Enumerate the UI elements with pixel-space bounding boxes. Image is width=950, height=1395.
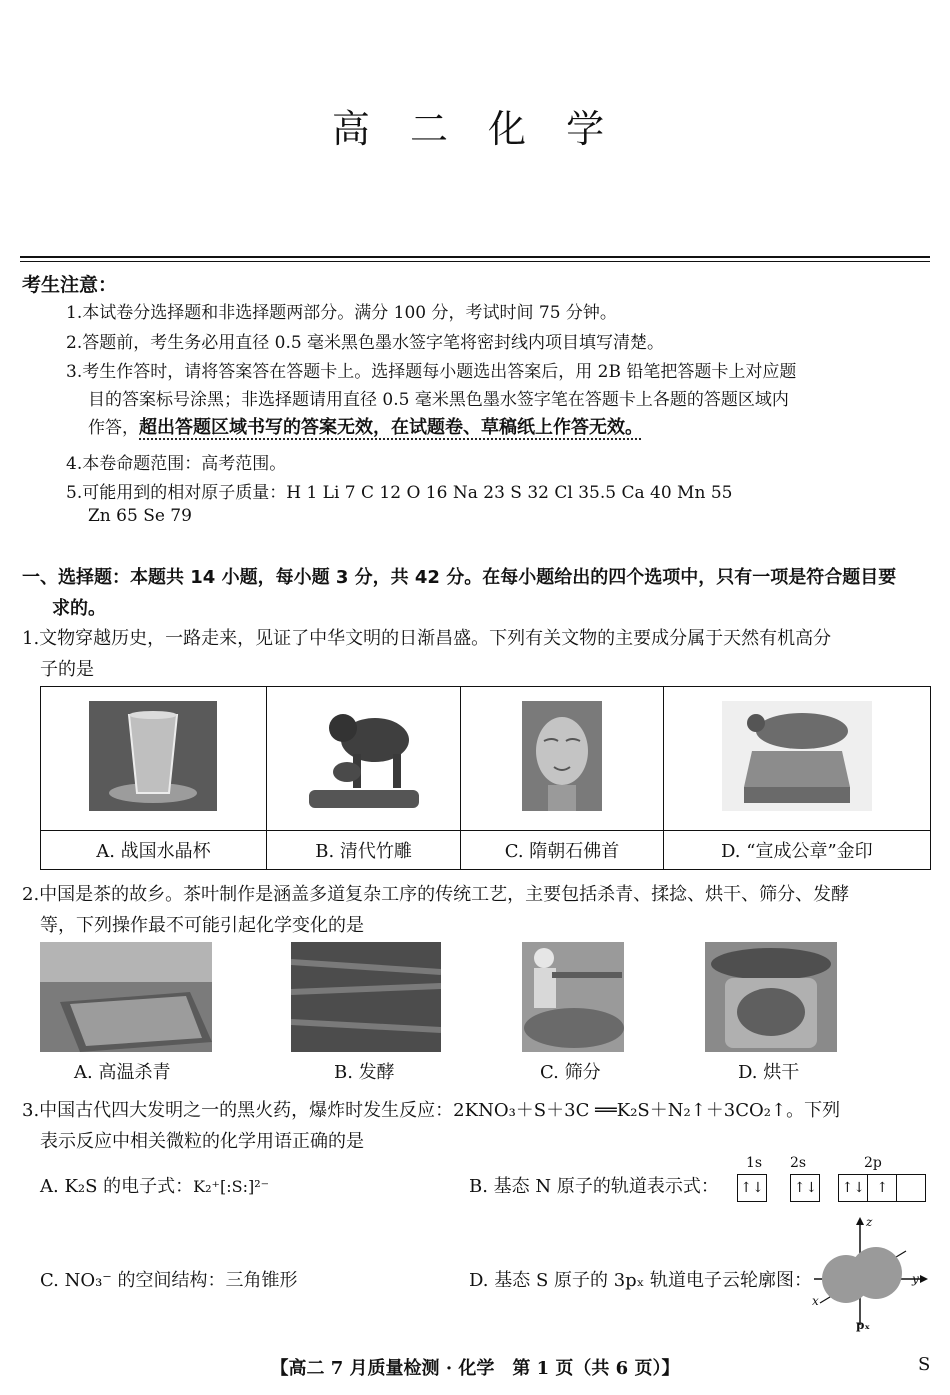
orbital-box-1s: ↑↓ bbox=[737, 1174, 767, 1202]
option-a-text bbox=[40, 1172, 269, 1198]
option-d-label: D. “宣成公章”金印 bbox=[663, 831, 930, 870]
tea-option-c-label: C. 筛分 bbox=[540, 1062, 601, 1083]
option-c-text: C. NO₃⁻ 的空间结构：三角锥形 bbox=[40, 1270, 298, 1291]
section-heading: 一、选择题：本题共 14 小题，每小题 3 分，共 42 分。在每小题给出的四个选项中，只有一项是符合题目要 bbox=[22, 567, 897, 588]
notice-item-1: 1.本试卷分选择题和非选择题两部分。满分 100 分，考试时间 75 分钟。 bbox=[66, 303, 617, 323]
orbital-label-1s: 1s bbox=[746, 1155, 763, 1171]
gold-seal-image bbox=[722, 701, 872, 811]
question-2-stem-cont: 等，下列操作最不可能引起化学变化的是 bbox=[40, 915, 364, 936]
page-footer: 【高二 7 月质量检测 · 化学 第 1 页（共 6 页）】 bbox=[270, 1358, 680, 1379]
header-rule-thin bbox=[20, 261, 930, 262]
notice-item-3-lead: 作答， bbox=[88, 418, 139, 438]
orbital-label-2s: 2s bbox=[790, 1155, 807, 1171]
orbital-box-2s: ↑↓ bbox=[790, 1174, 820, 1202]
option-d-text: D. 基态 S 原子的 3pₓ 轨道电子云轮廓图： bbox=[469, 1270, 813, 1291]
notice-item-3-end bbox=[88, 413, 643, 439]
option-d-image-cell bbox=[663, 687, 930, 831]
orbital-caption: pₓ bbox=[856, 1318, 871, 1332]
notice-item-4: 4.本卷命题范围：高考范围。 bbox=[66, 454, 287, 474]
notice-emphasis: 超出答题区域书写的答案无效，在试题卷、草稿纸上作答无效。 bbox=[139, 417, 643, 438]
page-title: 高 二 化 学 bbox=[331, 107, 619, 151]
bamboo-carving-image bbox=[309, 700, 419, 812]
question-3-stem-cont: 表示反应中相关微粒的化学用语正确的是 bbox=[40, 1131, 364, 1152]
question-3-stem: 3.中国古代四大发明之一的黑火药，爆炸时发生反应：2KNO₃＋S＋3C ══K₂S＋N₂↑＋3CO₂↑。下列 bbox=[22, 1100, 841, 1121]
option-b-image-cell bbox=[266, 687, 460, 831]
orbital-label-2p: 2p bbox=[864, 1155, 882, 1171]
axis-label-y: y bbox=[912, 1272, 919, 1286]
tea-ferment-image bbox=[291, 942, 441, 1052]
question-1-stem: 1.文物穿越历史，一路走来，见证了中华文明的日渐昌盛。下列有关文物的主要成分属于天然有机高分 bbox=[22, 628, 832, 649]
option-c-image-cell bbox=[461, 687, 663, 831]
axis-label-z: z bbox=[866, 1215, 873, 1229]
notice-item-5-cont: Zn 65 Se 79 bbox=[88, 506, 192, 526]
stone-buddha-head-image bbox=[522, 701, 602, 811]
option-a-label: A. 战国水晶杯 bbox=[41, 831, 267, 870]
option-b-text: B. 基态 N 原子的轨道表示式： bbox=[469, 1176, 719, 1197]
option-c-label: C. 隋朝石佛首 bbox=[461, 831, 663, 870]
tea-option-a-label: A. 高温杀青 bbox=[74, 1062, 171, 1083]
option-a-image-cell bbox=[41, 687, 267, 831]
paper-code: S bbox=[918, 1354, 931, 1375]
tea-kill-green-image bbox=[40, 942, 212, 1052]
notice-item-2: 2.答题前，考生务必用直径 0.5 毫米黑色墨水签字笔将密封线内项目填写清楚。 bbox=[66, 333, 665, 353]
option-b-label: B. 清代竹雕 bbox=[266, 831, 460, 870]
section-heading-cont: 求的。 bbox=[52, 598, 106, 619]
question-1-stem-cont: 子的是 bbox=[40, 659, 94, 680]
electron-formula: K₂⁺[:S:]²⁻ bbox=[193, 1177, 270, 1196]
notice-heading: 考生注意： bbox=[22, 274, 118, 296]
option-a-lead: A. K₂S 的电子式： bbox=[40, 1176, 194, 1197]
orbital-box-2p-1: ↑↓ bbox=[838, 1174, 868, 1202]
crystal-cup-image bbox=[89, 701, 217, 811]
tea-sieve-image bbox=[522, 942, 624, 1052]
tea-option-d-label: D. 烘干 bbox=[738, 1062, 800, 1083]
question-1-options-table bbox=[40, 686, 931, 870]
orbital-box-2p-3 bbox=[897, 1174, 926, 1202]
orbital-box-2p-2: ↑ bbox=[868, 1174, 897, 1202]
tea-option-b-label: B. 发酵 bbox=[334, 1062, 395, 1083]
orbital-lobe-right bbox=[850, 1247, 902, 1299]
notice-item-5: 5.可能用到的相对原子质量：H 1 Li 7 C 12 O 16 Na 23 S 32 Cl 35.5 Ca 40 Mn 55 bbox=[66, 483, 733, 503]
orbital-diagram bbox=[737, 1174, 926, 1202]
notice-item-3-cont: 目的答案标号涂黑；非选择题请用直径 0.5 毫米黑色墨水签字笔在答题卡上各题的答题区域内 bbox=[88, 390, 789, 410]
axis-label-x: x bbox=[812, 1294, 819, 1308]
notice-item-3: 3.考生作答时，请将答案答在答题卡上。选择题每小题选出答案后，用 2B 铅笔把答题卡上对应题 bbox=[66, 362, 797, 382]
tea-dry-image bbox=[705, 942, 837, 1052]
header-rule bbox=[20, 256, 930, 258]
question-2-stem: 2.中国是茶的故乡。茶叶制作是涵盖多道复杂工序的传统工艺，主要包括杀青、揉捻、烘干、筛分、发酵 bbox=[22, 884, 850, 905]
